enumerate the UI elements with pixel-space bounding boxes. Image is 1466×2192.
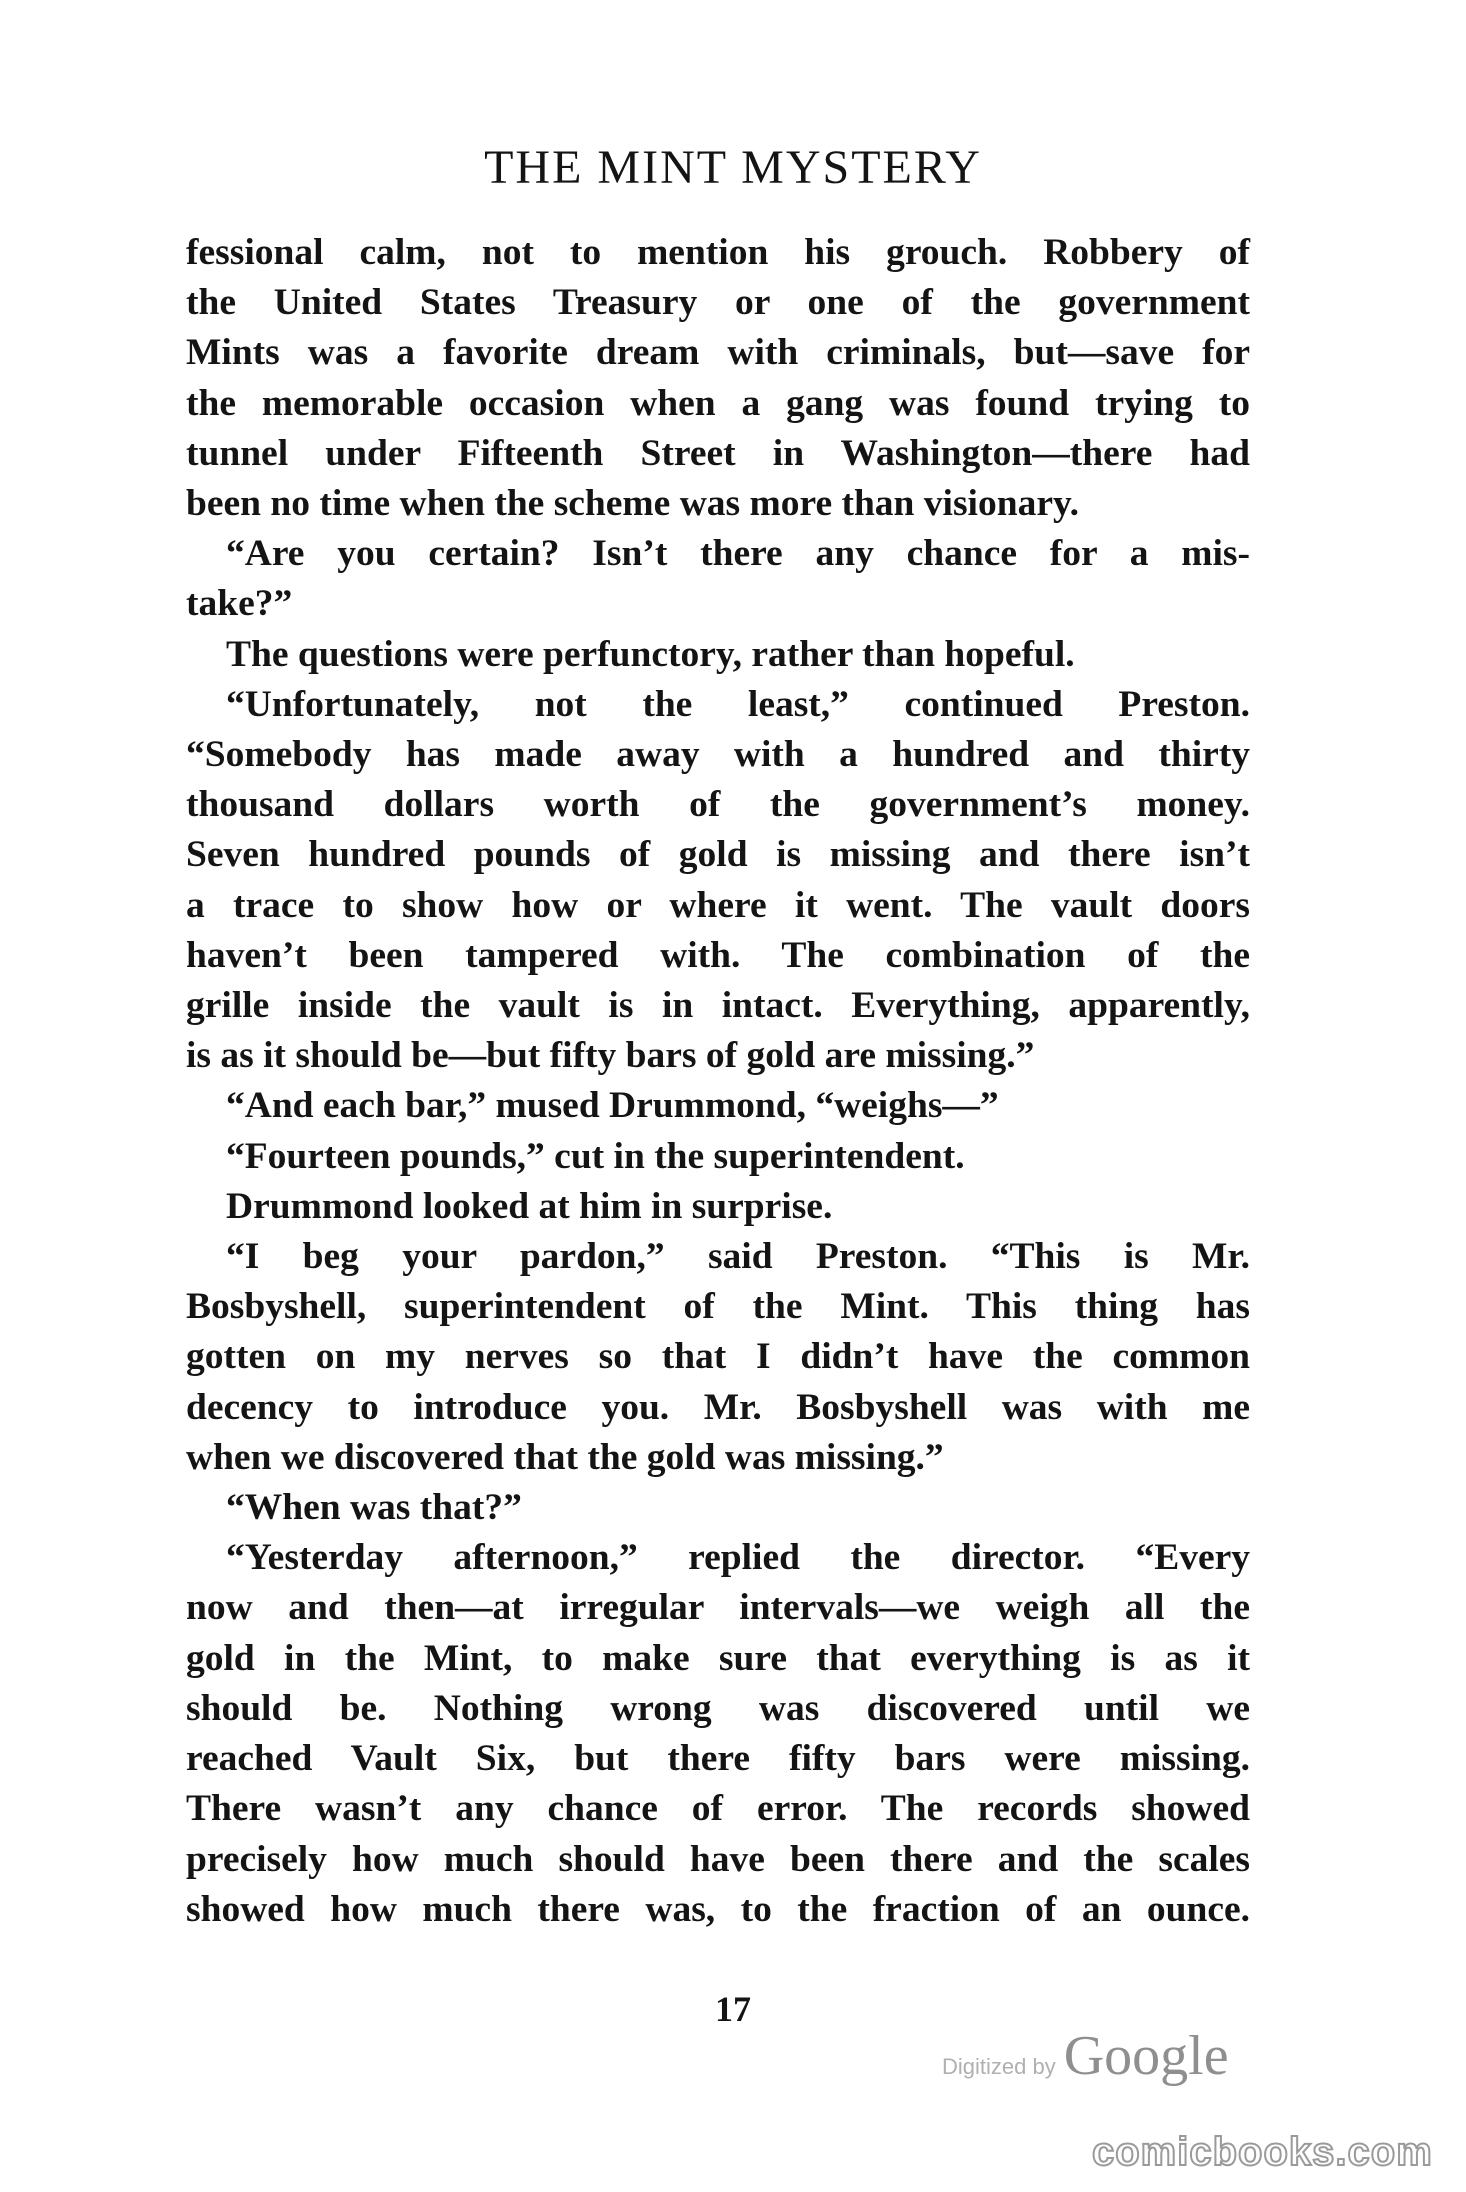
- body-text: [186, 228, 1250, 1935]
- text-line: thousand dollars worth of the government’s money.: [186, 784, 1250, 826]
- site-watermark: comicbooks.com: [1092, 2130, 1433, 2174]
- text-line: reached Vault Six, but there fifty bars were missing.: [186, 1738, 1250, 1780]
- text-line: Drummond looked at him in surprise.: [226, 1185, 833, 1227]
- digitized-by-google-mark: [942, 2024, 1229, 2088]
- text-line: There wasn’t any chance of error. The records showed: [186, 1788, 1250, 1830]
- text-line: “And each bar,” mused Drummond, “weighs—”: [226, 1085, 999, 1127]
- text-line: the memorable occasion when a gang was found trying to: [186, 382, 1250, 424]
- text-line: precisely how much should have been there and the scales: [186, 1838, 1250, 1880]
- text-line: “I beg your pardon,” said Preston. “This is Mr.: [226, 1236, 1250, 1278]
- text-line: decency to introduce you. Mr. Bosbyshell was with me: [186, 1386, 1250, 1428]
- text-line: fessional calm, not to mention his grouch. Robbery of: [186, 232, 1250, 273]
- text-line: gold in the Mint, to make sure that everything is as it: [186, 1637, 1250, 1679]
- page-number: 17: [715, 1989, 751, 2029]
- text-line: “When was that?”: [226, 1487, 522, 1529]
- google-logo-text: Google: [1063, 2025, 1229, 2087]
- text-line: been no time when the scheme was more than visionary.: [186, 483, 1080, 525]
- text-line: now and then—at irregular intervals—we weigh all the: [186, 1587, 1250, 1629]
- text-line: haven’t been tampered with. The combination of the: [186, 934, 1250, 976]
- text-line: tunnel under Fifteenth Street in Washington—there had: [186, 432, 1250, 474]
- text-line: Mints was a favorite dream with criminals, but—save for: [186, 332, 1250, 374]
- text-line: Seven hundred pounds of gold is missing and there isn’t: [186, 834, 1250, 876]
- text-line: a trace to show how or where it went. The vault doors: [186, 884, 1250, 926]
- running-head: THE MINT MYSTERY: [484, 141, 982, 194]
- text-line: when we discovered that the gold was missing.”: [186, 1436, 944, 1478]
- text-line: the United States Treasury or one of the government: [186, 282, 1250, 324]
- text-line: “Fourteen pounds,” cut in the superintendent.: [226, 1135, 965, 1177]
- text-line: gotten on my nerves so that I didn’t have the common: [186, 1336, 1250, 1378]
- digitized-prefix: Digitized by: [942, 2054, 1056, 2079]
- text-line: “Yesterday afternoon,” replied the director. “Every: [226, 1537, 1250, 1579]
- text-line: showed how much there was, to the fraction of an ounce.: [186, 1888, 1250, 1930]
- text-line: grille inside the vault is in intact. Everything, apparently,: [186, 985, 1250, 1027]
- text-line: “Somebody has made away with a hundred and thirty: [186, 734, 1250, 776]
- text-line: should be. Nothing wrong was discovered until we: [186, 1687, 1250, 1729]
- text-line: “Unfortunately, not the least,” continued Preston.: [226, 683, 1250, 725]
- text-line: take?”: [186, 583, 293, 625]
- text-line: The questions were perfunctory, rather than hopeful.: [226, 633, 1075, 675]
- text-line: Bosbyshell, superintendent of the Mint. This thing has: [186, 1286, 1250, 1328]
- text-line: “Are you certain? Isn’t there any chance for a mis-: [226, 533, 1250, 575]
- text-line: is as it should be—but fifty bars of gold are missing.”: [186, 1035, 1035, 1077]
